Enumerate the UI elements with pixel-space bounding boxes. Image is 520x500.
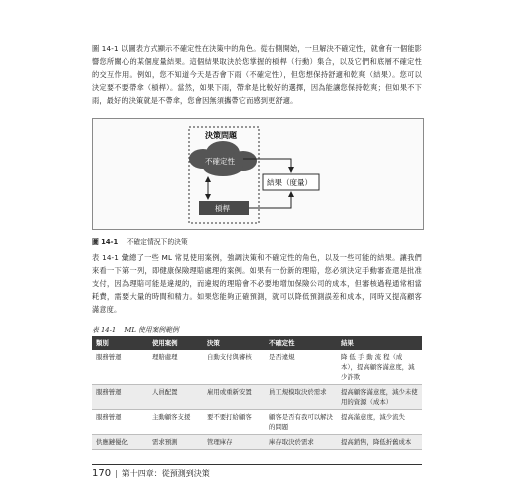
intro-paragraph: 圖 14-1 以圖表方式顯示不確定性在決策中的角色。從右側開始，一旦解決不確定性，就會有一個能影響您所關心的某個度量結果。這個結果取決於您掌握的槓桿（行動）集合，以及它們和底層不確定性的交互作用。例如，您不知道今天是否會下雨（不確定性），但您想保持舒適和乾爽（結果）。您可以決定要不要帶傘（槓桿）。當然，如果下雨，帶傘是比較好的選擇，因為能讓您保持乾爽；但如果不下雨，最好的決策就是不帶傘，您會因無須攜帶它而感到更舒適。 [92, 44, 422, 105]
table-cell: 雇用或重新安置 [203, 385, 265, 410]
table-cell: 服務營運 [92, 350, 148, 385]
use-case-table [92, 336, 422, 450]
table-cell: 顧客是否有我可以解決的問題 [265, 410, 337, 435]
chapter-title: 第十四章：從預測到決策 [121, 469, 210, 478]
table-caption-text: ML 使用案例範例 [124, 326, 179, 334]
table-cell: 主動顧客支援 [148, 410, 203, 435]
footer-rule [92, 464, 422, 465]
header-decision: 決策 [203, 336, 265, 350]
table-row [92, 385, 422, 410]
table-cell: 服務營運 [92, 410, 148, 435]
table-cell: 自動支付與審核 [203, 350, 265, 385]
table-cell: 提高滿意度，減少流失 [337, 410, 422, 435]
table-cell: 管理庫存 [203, 435, 265, 450]
table-cell: 理賠處理 [148, 350, 203, 385]
lever-outcome-arrow [249, 192, 291, 208]
table-intro-paragraph: 表 14-1 彙總了一些 ML 常見使用案例，強調決策和不確定性的角色，以及一些可能的結果。讓我們來看一下第一列，即健康保險理賠處理的案例。如果有一份新的理賠，您必須決定手動審查還是批准支付，因為理賠可能是違規的，而違規的理賠會不必要地增加保險公司的成本，但審核過程通常相當耗費，需要大量的時間和精力。如果您能夠正確預測，就可以降低預測誤差和成本，同時又提高顧客滿意度。 [92, 253, 422, 314]
table-number: 表 14-1 [92, 326, 117, 334]
page-number: 170 [92, 468, 112, 479]
table-cell: 提高顧客滿意度，減少未使用的資源（成本） [337, 385, 422, 410]
outcome-label: 結果（度量） [267, 178, 312, 187]
table-row [92, 435, 422, 450]
table-cell: 供應鏈優化 [92, 435, 148, 450]
decision-problem-label: 決策問題 [205, 131, 237, 140]
table-cell: 提高銷售，降低折舊成本 [337, 435, 422, 450]
table-cell: 員工規模取決於需求 [265, 385, 337, 410]
figure-caption-text: 不確定情況下的決策 [126, 238, 188, 246]
figure-number: 圖 14-1 [92, 238, 119, 246]
figure-14-1 [92, 118, 424, 230]
table-cell: 要不要打給顧客 [203, 410, 265, 435]
table-cell: 服務營運 [92, 385, 148, 410]
table-row [92, 350, 422, 385]
decision-diagram [93, 119, 423, 229]
table-cell: 降 低 手 動 流 程（成本），提高顧客滿意度，減少詐欺 [337, 350, 422, 385]
table-cell: 庫存取決於需求 [265, 435, 337, 450]
lever-label: 槓桿 [215, 204, 230, 213]
header-category: 類別 [92, 336, 148, 350]
header-outcome: 結果 [337, 336, 422, 350]
table-header-row [92, 336, 422, 350]
table-cell: 是否違規 [265, 350, 337, 385]
header-uncertainty: 不確定性 [265, 336, 337, 350]
table-caption [92, 324, 179, 334]
page-footer: 170 | 第十四章：從預測到決策 [92, 468, 210, 479]
table-row [92, 410, 422, 435]
table-cell: 需求預測 [148, 435, 203, 450]
header-use-case: 使用案例 [148, 336, 203, 350]
table-cell: 人員配置 [148, 385, 203, 410]
figure-caption [92, 236, 188, 246]
uncertainty-label: 不確定性 [205, 157, 235, 166]
